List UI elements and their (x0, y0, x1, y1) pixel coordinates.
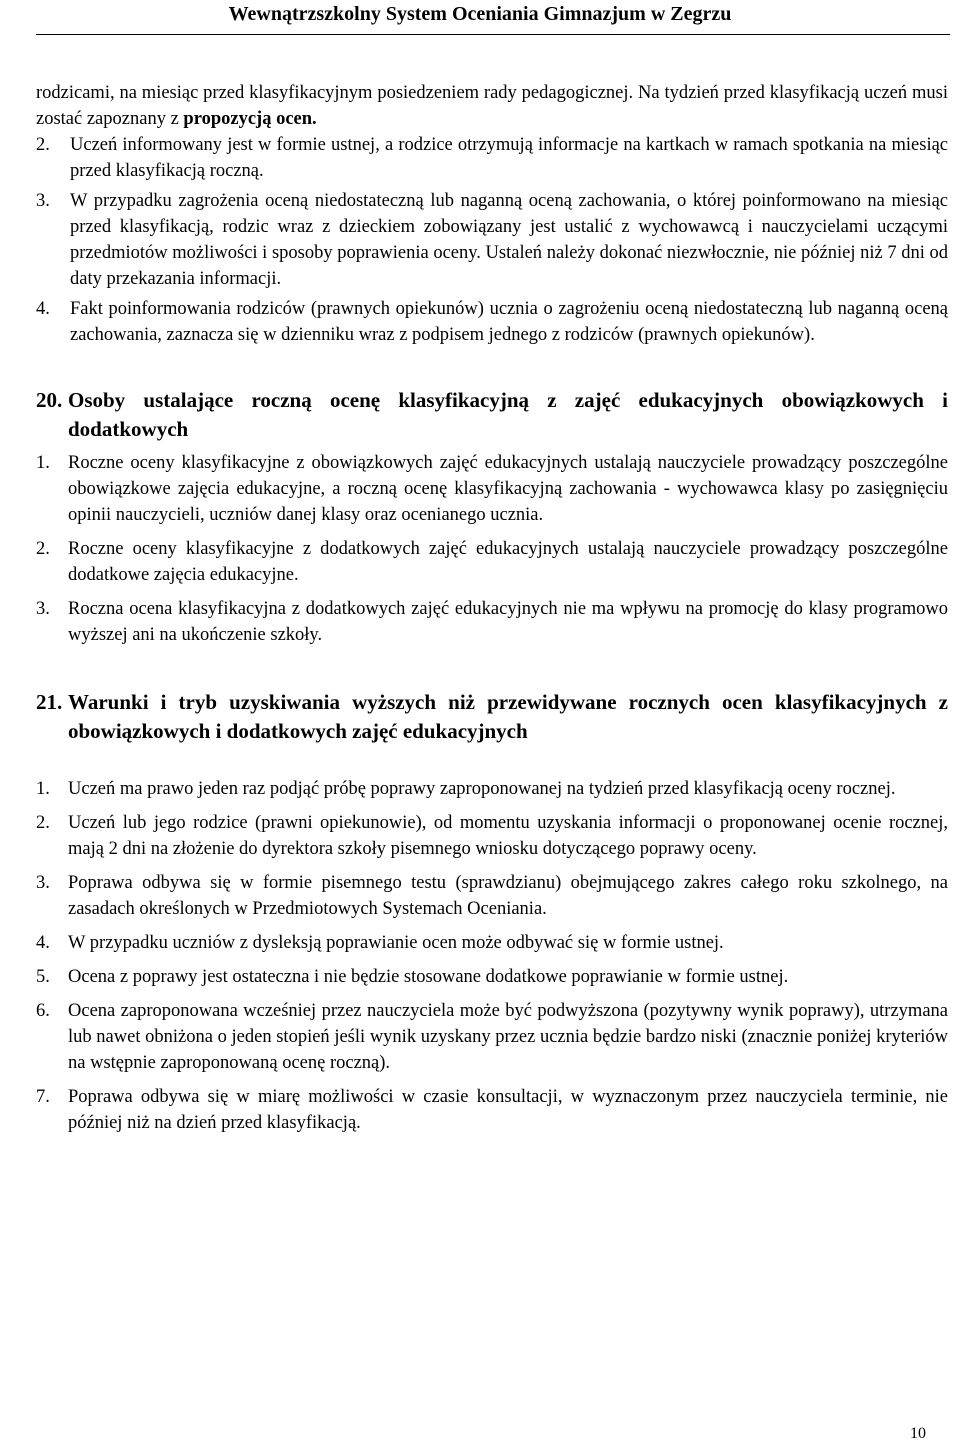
section-title: Osoby ustalające roczną ocenę klasyfikacyjną z zajęć edukacyjnych obowiązkowych i dodatkowych (68, 388, 948, 441)
item-number: 6. (36, 1001, 50, 1021)
page-header: Wewnątrzszkolny System Oceniania Gimnazjum w Zegrzu (228, 3, 732, 25)
item-text: Roczne oceny klasyfikacyjne z obowiązkowych zajęć edukacyjnych ustalają nauczyciele prowadzący poszczególne obowiązkowe zajęcia edukacyjne, a roczną ocenę klasyfikacyjną zachowania - wychowawca klasy po zasięgnięciu opinii nauczycieli, uczniów danej klasy oraz ocenianego ucznia. (68, 453, 948, 525)
item-text: Poprawa odbywa się w formie pisemnego testu (sprawdzianu) obejmującego zakres całego roku szkolnego, na zasadach określonych w Przedmiotowych Systemach Oceniania. (68, 873, 948, 919)
item-number: 3. (36, 599, 50, 619)
item-text: Uczeń informowany jest w formie ustnej, a rodzice otrzymują informacje na kartkach w ramach spotkania na miesiąc przed klasyfikacją roczną. (70, 135, 948, 181)
item-number: 5. (36, 967, 50, 987)
list-item (36, 536, 948, 588)
list-item (36, 964, 948, 990)
list-item (36, 998, 948, 1076)
section-21-list (36, 776, 948, 1136)
item-text: W przypadku zagrożenia oceną niedostateczną lub naganną oceną zachowania, o której poinformowano na miesiąc przed klasyfikacją, rodzic wraz z dzieckiem zobowiązany jest ustalić z wychowawcą i nauczycielami uczącymi przedmiotów możliwości i sposoby poprawienia oceny. Ustaleń należy dokonać niezwłocznie, nie później niż 7 dni od daty przekazania informacji. (70, 191, 948, 289)
section-20-list (36, 450, 948, 648)
list-item (36, 930, 948, 956)
item-number: 1. (36, 779, 50, 799)
document-body (36, 80, 948, 1136)
item-number: 2. (36, 813, 50, 833)
item-number: 4. (36, 299, 50, 319)
list-item (36, 296, 948, 348)
list-item (36, 132, 948, 184)
intro-continuation-text: rodzicami, na miesiąc przed klasyfikacyjnym posiedzeniem rady pedagogicznej. Na tydzień przed klasyfikacją uczeń musi zostać zapoznany z (36, 83, 948, 129)
item-text: Fakt poinformowania rodziców (prawnych opiekunów) ucznia o zagrożeniu oceną niedostateczną lub naganną oceną zachowania, zaznacza się w dzienniku wraz z podpisem jednego z rodziców (prawnych opiekunów). (70, 299, 948, 345)
item-number: 4. (36, 933, 50, 953)
item-text: Uczeń lub jego rodzice (prawni opiekunowie), od momentu uzyskania informacji o proponowanej ocenie rocznej, mają 2 dni na złożenie do dyrektora szkoły pisemnego wniosku dotyczącego poprawy oceny. (68, 813, 948, 859)
list-item (36, 870, 948, 922)
item-number: 2. (36, 135, 50, 155)
section-heading-21 (36, 688, 948, 746)
list-item (36, 188, 948, 292)
item-text: Uczeń ma prawo jeden raz podjąć próbę poprawy zaproponowanej na tydzień przed klasyfikacją oceny rocznej. (68, 779, 896, 799)
intro-continuation (36, 80, 948, 132)
list-item (36, 776, 948, 802)
item-number: 3. (36, 191, 50, 211)
item-number: 7. (36, 1087, 50, 1107)
list-item (36, 1084, 948, 1136)
item-text: Roczne oceny klasyfikacyjne z dodatkowych zajęć edukacyjnych ustalają nauczyciele prowadzący poszczególne dodatkowe zajęcia edukacyjne. (68, 539, 948, 585)
section-number: 21. (36, 690, 63, 714)
item-text: Poprawa odbywa się w miarę możliwości w czasie konsultacji, w wyznaczonym przez nauczyciela terminie, nie później niż na dzień przed klasyfikacją. (68, 1087, 948, 1133)
section-number: 20. (36, 388, 63, 412)
header-divider (36, 34, 950, 35)
list-item (36, 810, 948, 862)
section-title: Warunki i tryb uzyskiwania wyższych niż przewidywane rocznych ocen klasyfikacyjnych z obowiązkowych i dodatkowych zajęć edukacyjnych (68, 690, 948, 743)
page-number: 10 (910, 1425, 926, 1442)
item-text: Roczna ocena klasyfikacyjna z dodatkowych zajęć edukacyjnych nie ma wpływu na promocję do klasy programowo wyższej ani na ukończenie szkoły. (68, 599, 948, 645)
item-text: W przypadku uczniów z dysleksją poprawianie ocen może odbywać się w formie ustnej. (68, 933, 724, 953)
item-number: 3. (36, 873, 50, 893)
list-item (36, 450, 948, 528)
item-text: Ocena z poprawy jest ostateczna i nie będzie stosowane dodatkowe poprawianie w formie ustnej. (68, 967, 789, 987)
item-number: 2. (36, 539, 50, 559)
item-text: Ocena zaproponowana wcześniej przez nauczyciela może być podwyższona (pozytywny wynik poprawy), utrzymana lub nawet obniżona o jeden stopień jeśli wynik uzyskany przez ucznia będzie bardzo niski (znacznie poniżej kryteriów na wstępnie zaproponowaną ocenę roczną). (68, 1001, 948, 1073)
intro-continuation-bold: propozycją ocen. (183, 109, 317, 129)
section-heading-20 (36, 386, 948, 444)
item-number: 1. (36, 453, 50, 473)
list-item (36, 596, 948, 648)
